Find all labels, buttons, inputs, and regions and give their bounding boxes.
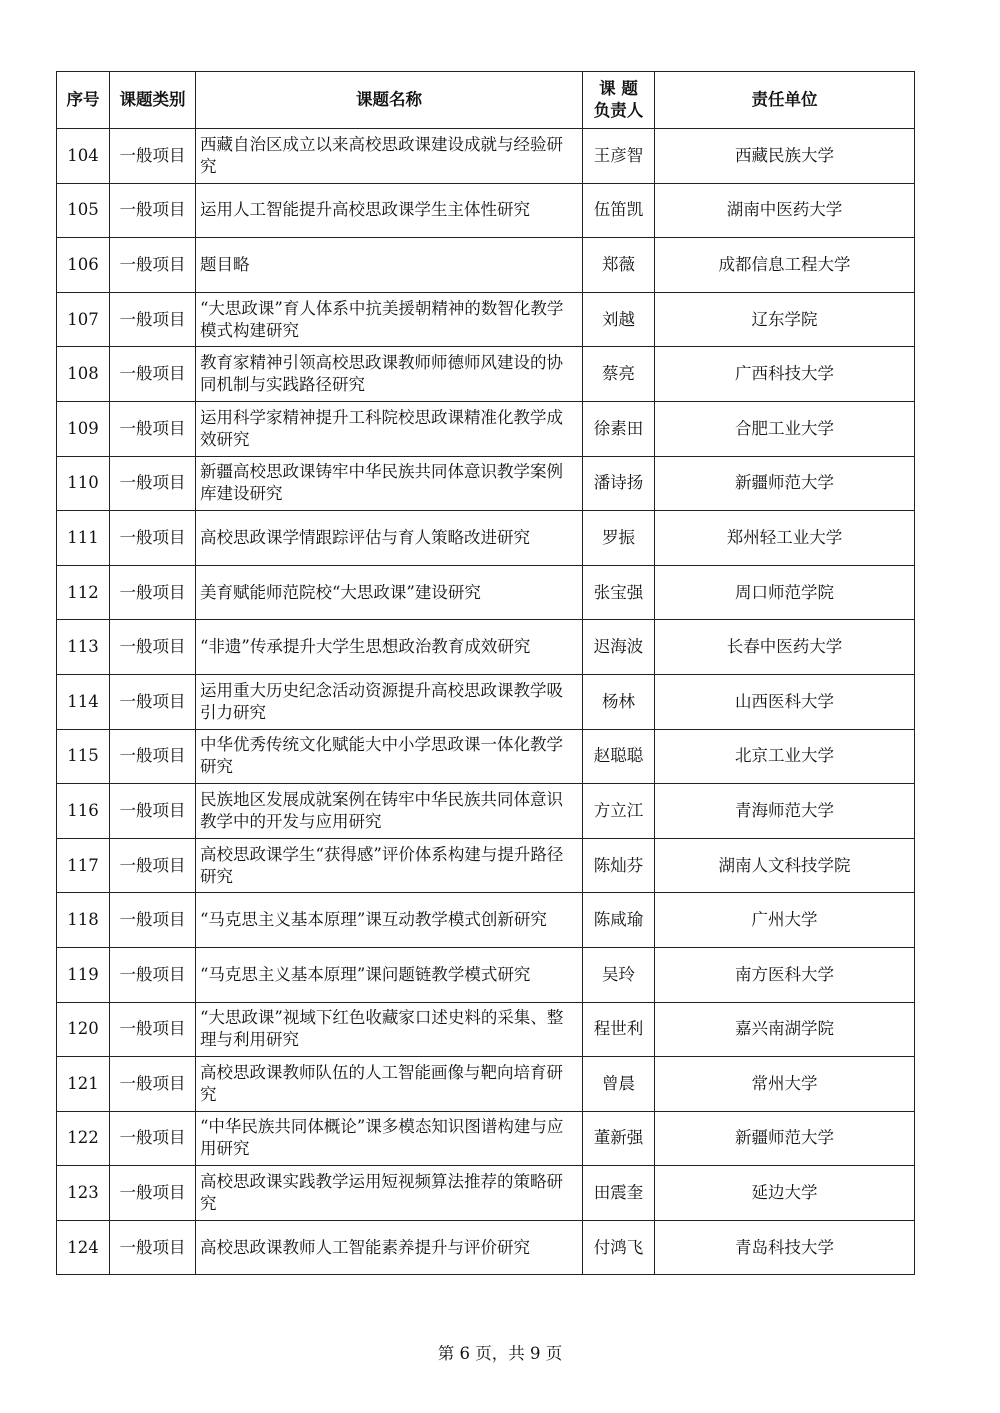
cell-person: 潘诗扬 xyxy=(583,456,655,511)
table-row xyxy=(57,456,915,511)
cell-person: 田震奎 xyxy=(583,1166,655,1221)
cell-unit: 湖南中医药大学 xyxy=(655,183,915,238)
cell-no: 117 xyxy=(57,838,110,893)
cell-no: 119 xyxy=(57,947,110,1002)
table-row xyxy=(57,620,915,675)
table-row xyxy=(57,838,915,893)
table-row xyxy=(57,1166,915,1221)
cell-no: 112 xyxy=(57,565,110,620)
cell-no: 116 xyxy=(57,784,110,839)
cell-person: 蔡亮 xyxy=(583,347,655,402)
project-table xyxy=(56,71,915,1275)
cell-category: 一般项目 xyxy=(110,1220,196,1275)
cell-no: 122 xyxy=(57,1111,110,1166)
cell-person: 徐素田 xyxy=(583,401,655,456)
cell-no: 124 xyxy=(57,1220,110,1275)
cell-category: 一般项目 xyxy=(110,893,196,948)
cell-title: 民族地区发展成就案例在铸牢中华民族共同体意识教学中的开发与应用研究 xyxy=(196,784,583,839)
cell-category: 一般项目 xyxy=(110,129,196,184)
cell-no: 123 xyxy=(57,1166,110,1221)
cell-category: 一般项目 xyxy=(110,347,196,402)
header-no: 序号 xyxy=(57,72,110,129)
cell-category: 一般项目 xyxy=(110,1002,196,1057)
header-unit: 责任单位 xyxy=(655,72,915,129)
cell-person: 付鸿飞 xyxy=(583,1220,655,1275)
table-row xyxy=(57,729,915,784)
cell-no: 108 xyxy=(57,347,110,402)
cell-unit: 辽东学院 xyxy=(655,292,915,347)
cell-category: 一般项目 xyxy=(110,620,196,675)
table-row xyxy=(57,565,915,620)
table-row xyxy=(57,1002,915,1057)
cell-title: 新疆高校思政课铸牢中华民族共同体意识教学案例库建设研究 xyxy=(196,456,583,511)
cell-category: 一般项目 xyxy=(110,292,196,347)
cell-person: 陈咸瑜 xyxy=(583,893,655,948)
cell-unit: 新疆师范大学 xyxy=(655,456,915,511)
cell-person: 罗振 xyxy=(583,511,655,566)
cell-person: 曾晨 xyxy=(583,1057,655,1112)
table-row xyxy=(57,183,915,238)
cell-category: 一般项目 xyxy=(110,1166,196,1221)
table-row xyxy=(57,401,915,456)
cell-person: 刘越 xyxy=(583,292,655,347)
cell-person: 吴玲 xyxy=(583,947,655,1002)
table-row xyxy=(57,784,915,839)
cell-no: 121 xyxy=(57,1057,110,1112)
cell-unit: 青海师范大学 xyxy=(655,784,915,839)
cell-title: 中华优秀传统文化赋能大中小学思政课一体化教学研究 xyxy=(196,729,583,784)
table-header-row xyxy=(57,72,915,129)
cell-unit: 湖南人文科技学院 xyxy=(655,838,915,893)
cell-no: 109 xyxy=(57,401,110,456)
table-row xyxy=(57,947,915,1002)
cell-title: “马克思主义基本原理”课问题链教学模式研究 xyxy=(196,947,583,1002)
cell-unit: 北京工业大学 xyxy=(655,729,915,784)
cell-unit: 西藏民族大学 xyxy=(655,129,915,184)
cell-unit: 广州大学 xyxy=(655,893,915,948)
cell-person: 方立江 xyxy=(583,784,655,839)
cell-title: “非遗”传承提升大学生思想政治教育成效研究 xyxy=(196,620,583,675)
cell-title: 高校思政课教师队伍的人工智能画像与靶向培育研究 xyxy=(196,1057,583,1112)
cell-person: 董新强 xyxy=(583,1111,655,1166)
cell-category: 一般项目 xyxy=(110,838,196,893)
cell-person: 程世利 xyxy=(583,1002,655,1057)
cell-unit: 成都信息工程大学 xyxy=(655,238,915,293)
cell-unit: 郑州轻工业大学 xyxy=(655,511,915,566)
cell-unit: 长春中医药大学 xyxy=(655,620,915,675)
table-row xyxy=(57,511,915,566)
cell-unit: 广西科技大学 xyxy=(655,347,915,402)
table-row xyxy=(57,674,915,729)
cell-unit: 新疆师范大学 xyxy=(655,1111,915,1166)
table-row xyxy=(57,1111,915,1166)
cell-category: 一般项目 xyxy=(110,511,196,566)
header-category: 课题类别 xyxy=(110,72,196,129)
cell-unit: 常州大学 xyxy=(655,1057,915,1112)
cell-title: 运用重大历史纪念活动资源提升高校思政课教学吸引力研究 xyxy=(196,674,583,729)
cell-no: 118 xyxy=(57,893,110,948)
cell-person: 张宝强 xyxy=(583,565,655,620)
cell-unit: 嘉兴南湖学院 xyxy=(655,1002,915,1057)
cell-title: “中华民族共同体概论”课多模态知识图谱构建与应用研究 xyxy=(196,1111,583,1166)
cell-person: 陈灿芬 xyxy=(583,838,655,893)
cell-unit: 周口师范学院 xyxy=(655,565,915,620)
cell-person: 王彦智 xyxy=(583,129,655,184)
cell-unit: 南方医科大学 xyxy=(655,947,915,1002)
table-row xyxy=(57,292,915,347)
cell-unit: 延边大学 xyxy=(655,1166,915,1221)
cell-category: 一般项目 xyxy=(110,1057,196,1112)
cell-no: 111 xyxy=(57,511,110,566)
cell-category: 一般项目 xyxy=(110,784,196,839)
cell-category: 一般项目 xyxy=(110,401,196,456)
cell-title: 教育家精神引领高校思政课教师师德师风建设的协同机制与实践路径研究 xyxy=(196,347,583,402)
cell-title: “大思政课”视域下红色收藏家口述史料的采集、整理与利用研究 xyxy=(196,1002,583,1057)
header-title: 课题名称 xyxy=(196,72,583,129)
cell-title: 运用人工智能提升高校思政课学生主体性研究 xyxy=(196,183,583,238)
cell-category: 一般项目 xyxy=(110,1111,196,1166)
cell-title: 西藏自治区成立以来高校思政课建设成就与经验研究 xyxy=(196,129,583,184)
cell-no: 120 xyxy=(57,1002,110,1057)
table-row xyxy=(57,893,915,948)
cell-category: 一般项目 xyxy=(110,674,196,729)
table-row xyxy=(57,347,915,402)
cell-title: 高校思政课学生“获得感”评价体系构建与提升路径研究 xyxy=(196,838,583,893)
cell-no: 105 xyxy=(57,183,110,238)
cell-title: “大思政课”育人体系中抗美援朝精神的数智化教学模式构建研究 xyxy=(196,292,583,347)
cell-person: 郑薇 xyxy=(583,238,655,293)
cell-person: 迟海波 xyxy=(583,620,655,675)
cell-category: 一般项目 xyxy=(110,456,196,511)
cell-title: 高校思政课实践教学运用短视频算法推荐的策略研究 xyxy=(196,1166,583,1221)
table-row xyxy=(57,1057,915,1112)
cell-title: 美育赋能师范院校“大思政课”建设研究 xyxy=(196,565,583,620)
page-number: 第 6 页，共 9 页 xyxy=(437,1344,563,1363)
cell-person: 伍笛凯 xyxy=(583,183,655,238)
cell-category: 一般项目 xyxy=(110,238,196,293)
table-row xyxy=(57,1220,915,1275)
cell-unit: 合肥工业大学 xyxy=(655,401,915,456)
cell-no: 106 xyxy=(57,238,110,293)
cell-title: 题目略 xyxy=(196,238,583,293)
cell-person: 赵聪聪 xyxy=(583,729,655,784)
table-row xyxy=(57,238,915,293)
cell-title: 运用科学家精神提升工科院校思政课精准化教学成效研究 xyxy=(196,401,583,456)
cell-no: 115 xyxy=(57,729,110,784)
cell-no: 113 xyxy=(57,620,110,675)
header-person: 课 题 负责人 xyxy=(583,72,655,129)
cell-no: 104 xyxy=(57,129,110,184)
table-row xyxy=(57,129,915,184)
cell-title: “马克思主义基本原理”课互动教学模式创新研究 xyxy=(196,893,583,948)
cell-unit: 山西医科大学 xyxy=(655,674,915,729)
cell-person: 杨林 xyxy=(583,674,655,729)
cell-no: 107 xyxy=(57,292,110,347)
cell-category: 一般项目 xyxy=(110,565,196,620)
cell-category: 一般项目 xyxy=(110,729,196,784)
cell-unit: 青岛科技大学 xyxy=(655,1220,915,1275)
cell-no: 110 xyxy=(57,456,110,511)
cell-title: 高校思政课教师人工智能素养提升与评价研究 xyxy=(196,1220,583,1275)
cell-category: 一般项目 xyxy=(110,947,196,1002)
cell-category: 一般项目 xyxy=(110,183,196,238)
cell-no: 114 xyxy=(57,674,110,729)
cell-title: 高校思政课学情跟踪评估与育人策略改进研究 xyxy=(196,511,583,566)
